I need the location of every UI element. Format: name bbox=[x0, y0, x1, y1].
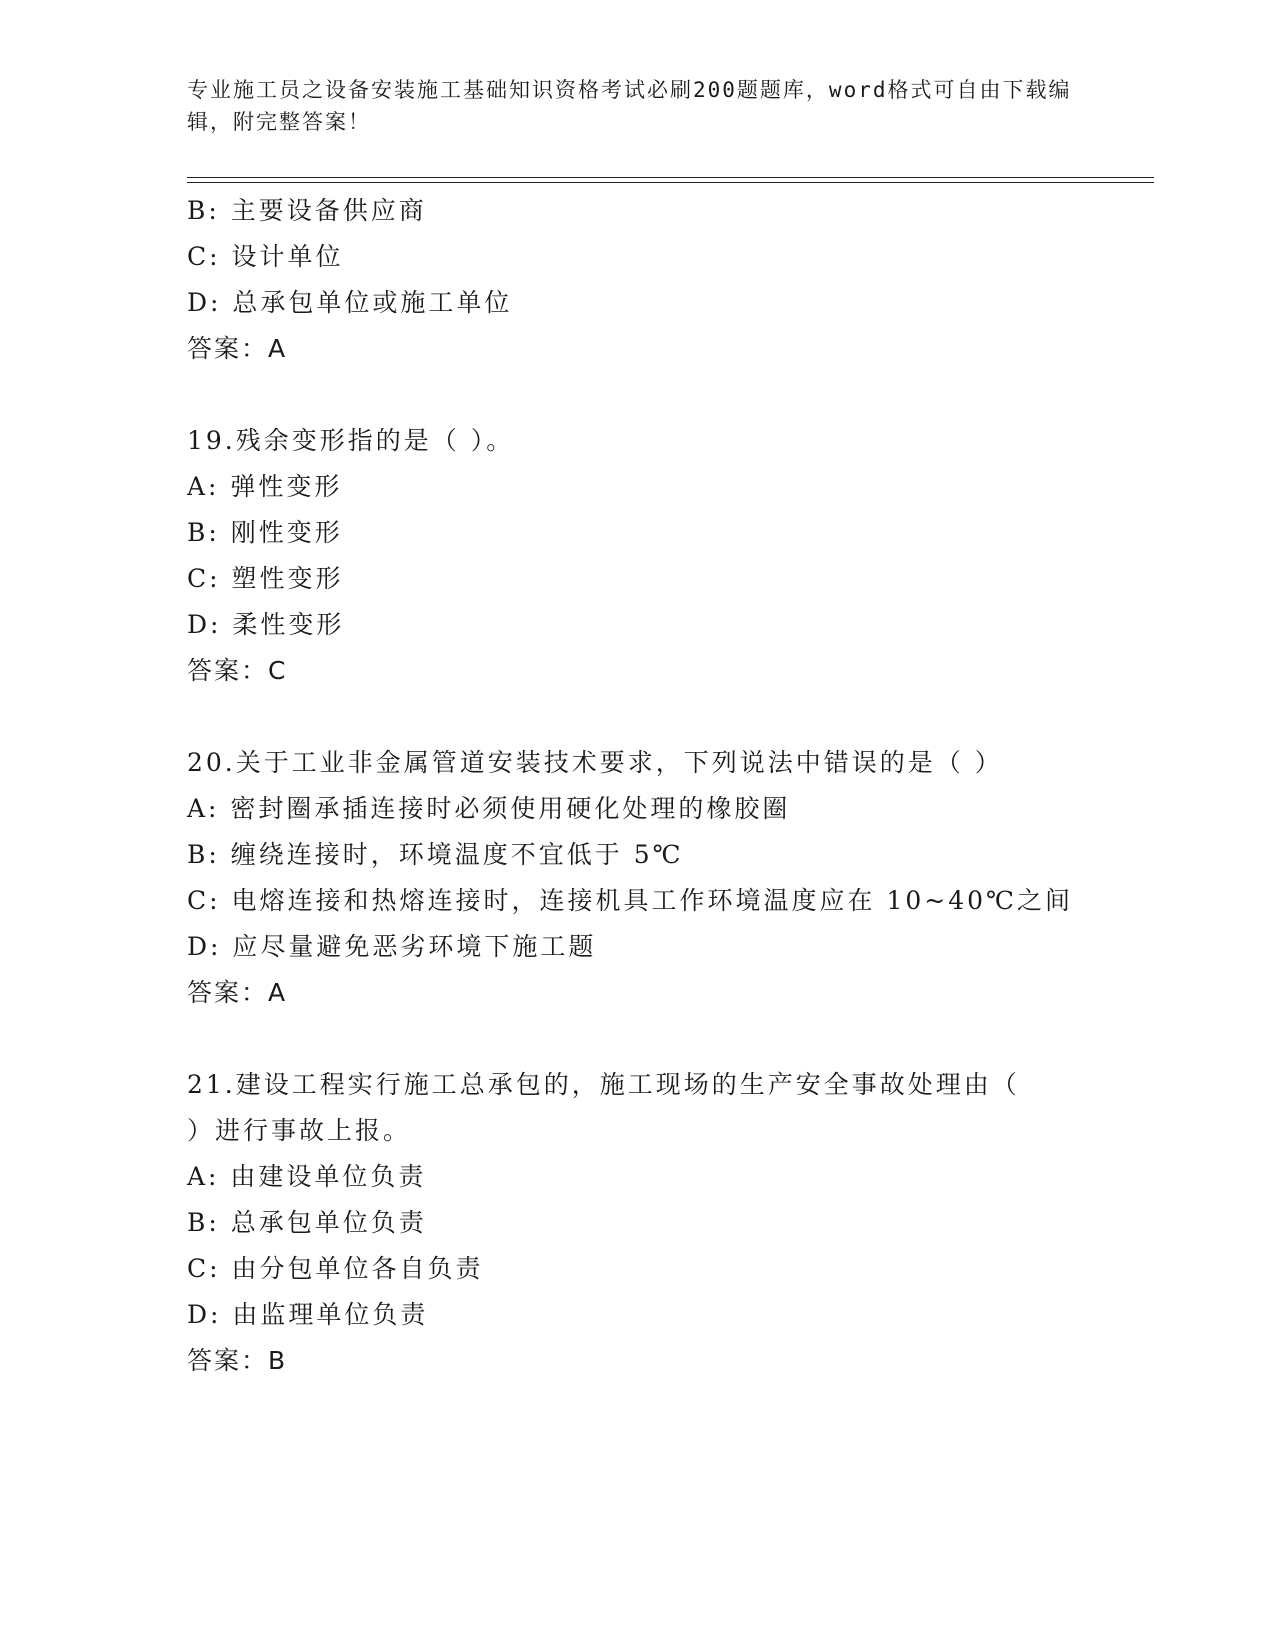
option-a: A: 弹性变形 bbox=[187, 472, 343, 501]
document-header: 专业施工员之设备安装施工基础知识资格考试必刷200题题库，word格式可自由下载编辑，附完整答案！ bbox=[187, 78, 1072, 134]
spacer bbox=[187, 372, 1154, 418]
question-18-continued bbox=[187, 188, 1154, 372]
option-c: C: 由分包单位各自负责 bbox=[187, 1254, 484, 1283]
question-21 bbox=[187, 1062, 1154, 1384]
option-a: A: 由建设单位负责 bbox=[187, 1162, 427, 1191]
answer: 答案：C bbox=[187, 656, 288, 685]
answer: 答案：A bbox=[187, 978, 288, 1007]
option-b: B: 总承包单位负责 bbox=[187, 1208, 427, 1237]
answer: 答案：A bbox=[187, 334, 288, 363]
option-b: B: 缠绕连接时，环境温度不宜低于 5℃ bbox=[187, 840, 684, 869]
question-stem-line-2: ）进行事故上报。 bbox=[187, 1116, 412, 1145]
option-c: C: 设计单位 bbox=[187, 242, 344, 271]
option-c: C: 电熔连接和热熔连接时，连接机具工作环境温度应在 10~40℃之间 bbox=[187, 886, 1073, 915]
header-rule-top bbox=[187, 177, 1154, 178]
question-list bbox=[187, 188, 1154, 1384]
spacer bbox=[187, 1016, 1154, 1062]
answer: 答案：B bbox=[187, 1346, 288, 1375]
question-stem: 19.残余变形指的是（ ）。 bbox=[187, 426, 515, 455]
option-d: D: 总承包单位或施工单位 bbox=[187, 288, 513, 317]
header-rule-bottom bbox=[187, 182, 1154, 183]
option-b: B: 刚性变形 bbox=[187, 518, 343, 547]
option-d: D: 由监理单位负责 bbox=[187, 1300, 429, 1329]
question-stem: 20.关于工业非金属管道安装技术要求，下列说法中错误的是（ ） bbox=[187, 748, 1003, 777]
option-b: B: 主要设备供应商 bbox=[187, 196, 427, 225]
option-d: D: 应尽量避免恶劣环境下施工题 bbox=[187, 932, 597, 961]
question-stem-line-1: 21.建设工程实行施工总承包的，施工现场的生产安全事故处理由（ bbox=[187, 1070, 1020, 1099]
spacer bbox=[187, 694, 1154, 740]
option-a: A: 密封圈承插连接时必须使用硬化处理的橡胶圈 bbox=[187, 794, 791, 823]
option-c: C: 塑性变形 bbox=[187, 564, 344, 593]
option-d: D: 柔性变形 bbox=[187, 610, 345, 639]
question-19 bbox=[187, 418, 1154, 694]
question-20 bbox=[187, 740, 1154, 1016]
